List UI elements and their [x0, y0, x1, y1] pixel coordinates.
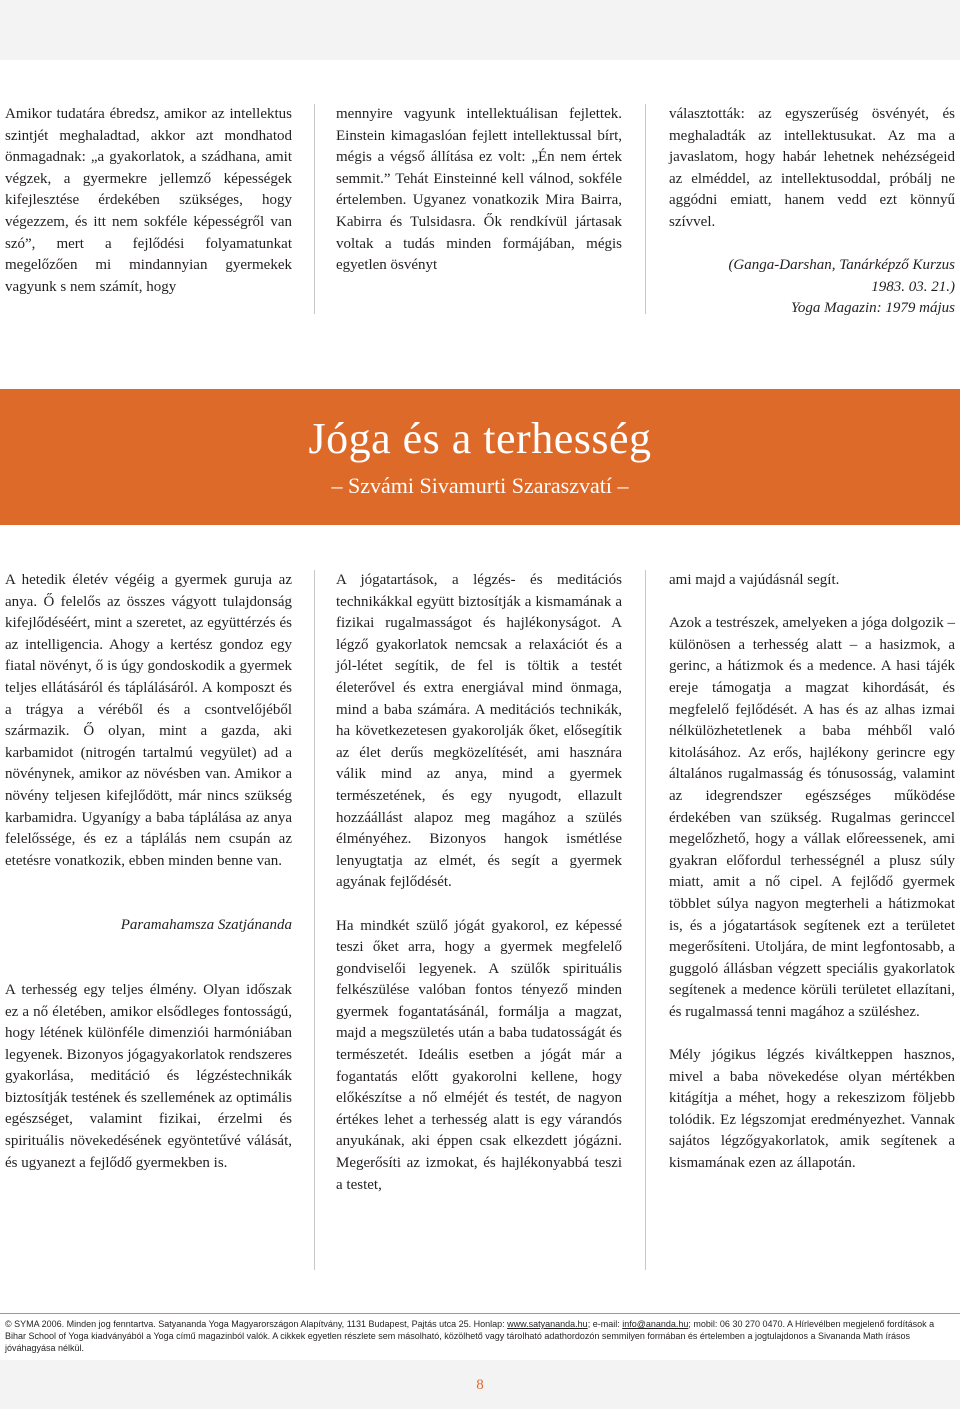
article-column-1: [5, 570, 292, 1174]
intro-column-3: [669, 104, 955, 320]
article-paragraph: A terhesség egy teljes élmény. Olyan időszak ez a nő életében, amikor elsődleges fontosságú, hogy létének különféle dimenziói harmóniában legyenek. Bizonyos jógagyakorlatok rendszeres gyakorlása, meditáció és légzéstechnikák biztosítják testének és szellemének az optimális egészséget, valamint fizikai, érzelmi és spirituális növekedésének egyöntetűvé válását, és ugyanezt a fejlődő gyermekben is.: [5, 981, 292, 1171]
source-line-2: 1983. 03. 21.): [871, 278, 955, 295]
source-line-1: (Ganga-Darshan, Tanárképző Kurzus: [728, 257, 955, 274]
article-column-2: [336, 570, 622, 1196]
footer-text: ; mobil: 06 30 270 0470. A Hírlevélben megjelenő fordítások a Bihar School of Yoga kiadványából a Yoga című magazinból valók. A cikkek egyetlen részlete sem másolható, közölhető vagy tárolható adathordozón semmilyen formában és értelemben a jogtulajdonos a Sivananda Math írásos jóváhagyása nélkül.: [5, 1319, 935, 1353]
intro-text-2: mennyire vagyunk intellektuálisan fejlettek. Einstein kimagaslóan fejlett intellektussal bírt, mégis a végső állítása ez volt: „Én nem értek semmit.” Tehát Einsteinné kell válnod, sokféle értelemben. Ugyanez vonatkozik Mira Bairra, Kabirra és Tulsidasra. Ők rendkívül jártasak voltak a tudás minden formájában, mégis egyetlen ösvényt: [336, 106, 622, 274]
column-divider: [314, 104, 315, 314]
website-link[interactable]: www.satyananda.hu: [507, 1319, 588, 1329]
article-paragraph: Mély jógikus légzés kiváltkeppen hasznos, mivel a baba növekedése olyan mértékben kitágítja a méhet, hogy a rekeszizom följebb tolódik. Ez légszomjat eredményezhet. Vannak sajátos légzőgyakorlatok, amik segítenek a kismamának ezen az állapotán.: [669, 1047, 955, 1172]
article-paragraph: Azok a testrészek, amelyeken a jóga dolgozik – különösen a terhesség alatt – a hasizmok, a gerinc, a hátizmok és a medence. A hasi tájék ereje támogatja a magzat kihordását, és megfelelő fejlődését. A has és az alhas izmai nélkülözhetetlenek a baba méhből való kitolásához. Az erős, hajlékony gerincre egy általános rugalmasság és tónusosság, valamint az idegrendszer egészséges működése érdekében van szükség. Rugalmas gerinccel megelőzhető, hogy a vállak előreessenek, ami gyakran előfordul terhességnél a plusz súly miatt, amit a nő cipel. A fejlődő gyermek többlet súlya nagyon megterheli a hátizmokat is, és a jógatartások segítenek ezt a területet megerősíteni. Utoljára, de mint legfontosabb, a guggoló állásban végzett speciális gyakorlatok segítenek a medence körüli területet ellazítani, és rugalmassá tenni magához a szüléshez.: [669, 615, 955, 1020]
article-paragraph: A jógatartások, a légzés- és meditációs technikákkal együtt biztosítják a kismamának a fizikai rugalmasságot és hajlékonyságot. A légző gyakorlatok nemcsak a relaxációt és a jól-létet segítik, de fel is töltik a testét életerővel és extra energiával mind önmaga, mind a baba számára. A meditációs technikák, ha következetesen gyakorolják őket, elősegítik az élet derűs megközelítését, ami hasznára válik mind az anya, mind a gyermek természetének, és egy nyugodt, ellazult hozzáállást alapoz meg magához a szülés élményéhez. Bizonyos hangok ismétlése lenyugtatja az elmét, és segít a gyermek agyának fejlődését.: [336, 572, 622, 891]
column-divider: [645, 570, 646, 1270]
page-number: 8: [476, 1377, 484, 1393]
email-link[interactable]: info@ananda.hu: [622, 1319, 689, 1329]
footer-text: © SYMA 2006. Minden jog fenntartva. Satyananda Yoga Magyarországon Alapítvány, 1131 Budapest, Pajtás utca 25. Honlap:: [5, 1319, 508, 1329]
footer-text: ; e-mail:: [587, 1319, 623, 1329]
article-paragraph: A hetedik életév végéig a gyermek guruja az anya. Ő felelős az összes vágyott tulajdonság kifejlődéséért, mint a szeretet, az együttérzés és az intelligencia. Ahogy a kertész gondoz egy fiatal növényt, ő is úgy gondoskodik a gyermek teljes ellátásáról és táplálásáról. A komposzt és a trágya a véréből és a csontvelőjéből származik. Ő olyan, mint a gazda, aki karbamidot (nitrogén tartalmú vegyület) ad a növénynek, amikor az növésben van. Amikor a növény teljesen kifejlődött, már nincs szükség karbamidra. Ugyanígy a baba táplálása az anya felelőssége, és ez a táplálás nem csupán az etetésre vonatkozik, ebben minden benne van.: [5, 572, 292, 869]
footer-rule: [0, 1313, 960, 1314]
signature: Paramahamsza Szatjánanda: [120, 917, 292, 934]
intro-text-3: választották: az egyszerűség ösvényét, és meghaladták az intellektusukat. Az ma a javaslatom, hogy habár lehetnek nehézségeid az elméddel, az intellektusoddal, próbálj ne aggódni emiatt, hanem vedd ezt könnyű szívvel.: [669, 106, 955, 230]
column-divider: [645, 104, 646, 314]
article-paragraph: Ha mindkét szülő jógát gyakorol, ez képessé teszi őket arra, hogy a gyermek megfelelő gondviselői legyenek. A szülők spirituális felkészülése valóban fontos tényező minden gyermek fogantatásánál, formálja a magzat, majd a megszületés után a baba tudatosságát és természetét. Ideális esetben a jógát már a fogantatás előtt gyakorolni kellene, hogy előkészítse a nő elméjét és testét, de nagyon értékes lehet a terhesség alatt is egy várandós anyukának, aki éppen csak elkezdett jógázni. Megerősíti az izmokat, és hajlékonyabbá teszi a testet,: [336, 917, 622, 1193]
intro-column-1: [5, 104, 292, 298]
intro-column-2: [336, 104, 622, 277]
column-divider: [314, 570, 315, 1270]
intro-text-1: Amikor tudatára ébredsz, amikor az intellektus szintjét meghaladtad, akkor azt mondhatod önmagadnak: „a gyakorlatok, a szádhana, amit végzek, a gyermekre jellemző képességek kifejlesztése érdekében szükséges, hogy végezzem, és itt nem sokféle képességről van szó”, mert a fejlődési folyamatunkat megelőzően mi mindannyian gyermekek vagyunk s nem számít, hogy: [5, 106, 292, 295]
footer: [5, 1318, 955, 1354]
article-byline: – Szvámi Sivamurti Szaraszvatí –: [331, 473, 629, 498]
top-band: [0, 0, 960, 60]
article-title: Jóga és a terhesség: [308, 414, 652, 463]
article-paragraph: ami majd a vajúdásnál segít.: [669, 572, 840, 588]
article-title-banner: [0, 389, 960, 525]
article-column-3: [669, 570, 955, 1175]
source-line-3: Yoga Magazin: 1979 május: [790, 300, 955, 317]
